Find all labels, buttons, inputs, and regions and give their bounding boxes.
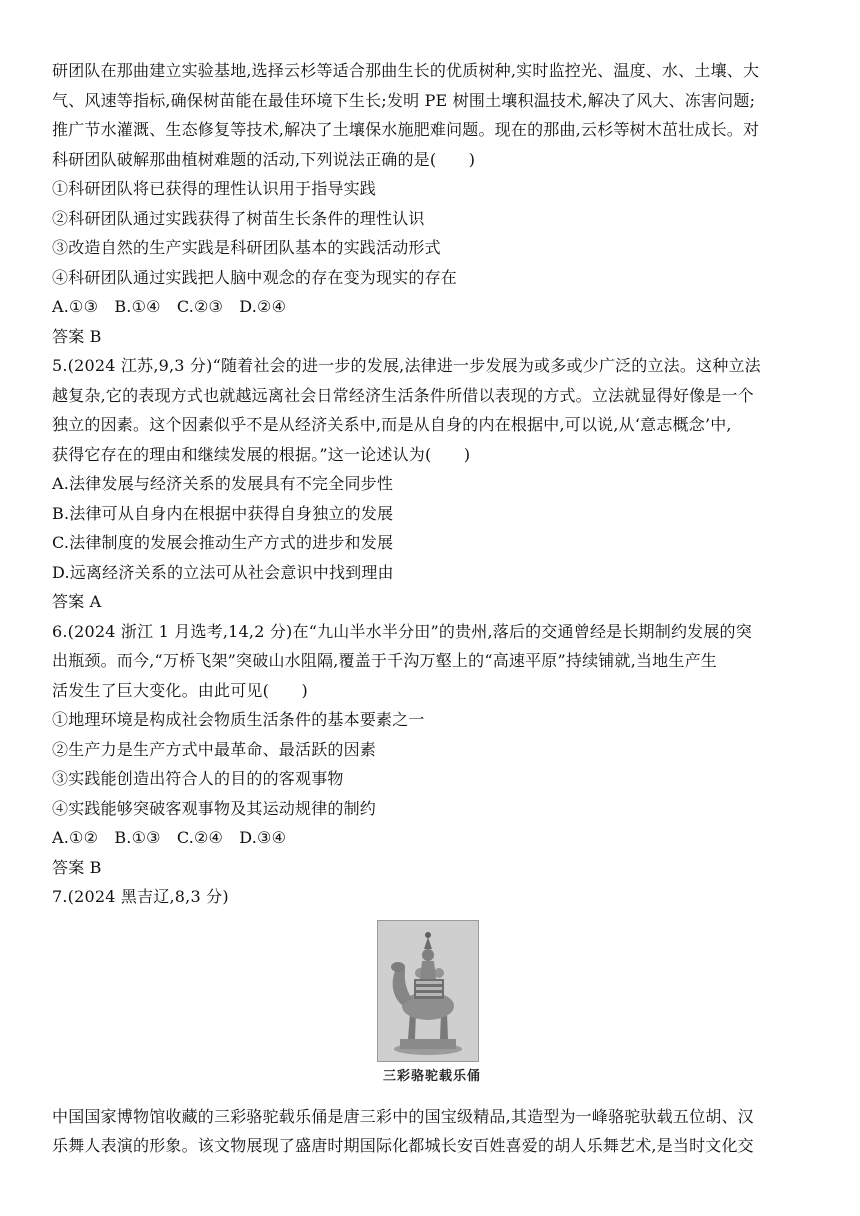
text-line: 越复杂,它的表现方式也就越远离社会日常经济生活条件所借以表现的方式。立法就显得好像是一个 [52,385,754,405]
question-stem: 获得它存在的理由和继续发展的根据。”这一论述认为( ) [52,444,471,464]
answer-choices: A.①③ B.①④ C.②③ D.②④ [52,297,287,316]
text-line: 乐舞人表演的形象。该文物展现了盛唐时期国际化都城长安百姓喜爱的胡人乐舞艺术,是当时文化交 [52,1136,754,1155]
figure-caption: 三彩骆驼载乐俑 [382,1068,481,1084]
text-line: 气、风速等指标,确保树苗能在最佳环境下生长;发明 PE 树围土壤积温技术,解决了风大、冻害问题; [52,90,756,110]
text-line: 出瓶颈。而今,“万桥飞架”突破山水阻隔,覆盖于千沟万壑上的“高速平原”持续铺就,当地生产生 [52,651,717,670]
option-statement: ②科研团队通过实践获得了树苗生长条件的理性认识 [52,208,425,228]
option-statement: ③改造自然的生产实践是科研团队基本的实践活动形式 [52,238,441,257]
option-statement: ②生产力是生产方式中最革命、最活跃的因素 [52,739,377,759]
question-header: 7.(2024 黑吉辽,8,3 分) [52,887,229,906]
document-page [52,56,812,1161]
camel-figurine-illustration [378,921,478,1061]
question-header: 6.(2024 浙江 1 月选考,14,2 分)在“九山半水半分田”的贵州,落后的交通曾经是长期制约发展的突 [52,621,752,641]
option-d: D.远离经济关系的立法可从社会意识中找到理由 [52,562,394,582]
question-header: 5.(2024 江苏,9,3 分)“随着社会的进一步的发展,法律进一步发展为或多或少广泛的立法。这种立法 [52,356,761,375]
text-line: 独立的因素。这个因素似乎不是从经济关系中,而是从自身的内在根据中,可以说,从‘意志概念’中, [52,415,732,434]
answer-line: 答案 B [52,326,102,346]
answer-choices: A.①② B.①③ C.②④ D.③④ [52,828,287,847]
option-statement: ④实践能够突破客观事物及其运动规律的制约 [52,798,377,818]
option-c: C.法律制度的发展会推动生产方式的进步和发展 [52,533,394,552]
camel-figurine-photo [377,920,479,1062]
option-statement: ①科研团队将已获得的理性认识用于指导实践 [52,179,377,198]
text-line: 推广节水灌溉、生态修复等技术,解决了土壤保水施肥难问题。现在的那曲,云杉等树木茁壮成长。对 [52,120,760,139]
question-stem: 活发生了巨大变化。由此可见( ) [52,680,308,700]
option-statement: ④科研团队通过实践把人脑中观念的存在变为现实的存在 [52,267,458,287]
option-b: B.法律可从自身内在根据中获得自身独立的发展 [52,503,394,523]
option-statement: ③实践能创造出符合人的目的的客观事物 [52,769,344,788]
answer-line: 答案 B [52,857,102,877]
answer-line: 答案 A [52,592,102,611]
text-block-bottom [52,1102,812,1161]
option-statement: ①地理环境是构成社会物质生活条件的基本要素之一 [52,710,425,729]
question-stem: 科研团队破解那曲植树难题的活动,下列说法正确的是( ) [52,149,476,169]
artifact-figure [52,912,812,1102]
text-line: 研团队在那曲建立实验基地,选择云杉等适合那曲生长的优质树种,实时监控光、温度、水、土壤、大 [52,61,760,80]
option-a: A.法律发展与经济关系的发展具有不完全同步性 [52,474,394,493]
text-line: 中国国家博物馆收藏的三彩骆驼载乐俑是唐三彩中的国宝级精品,其造型为一峰骆驼驮载五位胡、汉 [52,1106,754,1126]
text-block-top [52,56,812,912]
